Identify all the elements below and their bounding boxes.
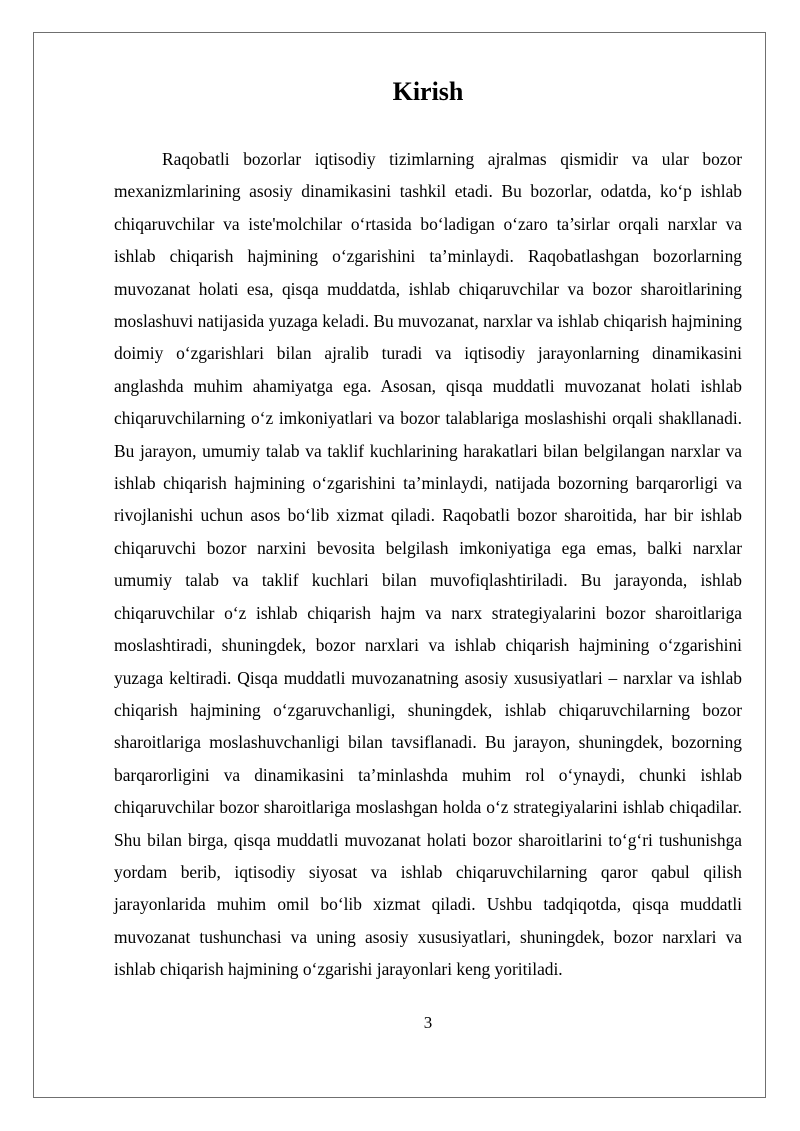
body-paragraph: Raqobatli bozorlar iqtisodiy tizimlarning ajralmas qismidir va ular bozor mexanizmlarining asosiy dinamikasini tashkil etadi. Bu bozorlar, odatda, ko‘p ishlab chiqaruvchilar va iste'molchilar o‘rtasida bo‘ladigan o‘zaro ta’sirlar orqali narxlar va ishlab chiqarish hajmining o‘zgarishini ta’minlaydi. Raqobatlashgan bozorlarning muvozanat holati esa, qisqa muddatda, ishlab chiqaruvchilar va bozor sharoitlarining moslashuvi natijasida yuzaga keladi. Bu muvozanat, narxlar va ishlab chiqarish hajmining doimiy o‘zgarishlari bilan ajralib turadi va iqtisodiy jarayonlarning dinamikasini anglashda muhim ahamiyatga ega. Asosan, qisqa muddatli muvozanat holati ishlab chiqaruvchilarning o‘z imkoniyatlari va bozor talablariga moslashishi orqali shakllanadi. Bu jarayon, umumiy talab va taklif kuchlarining harakatlari bilan belgilangan narxlar va ishlab chiqarish hajmining o‘zgarishini ta’minlaydi, natijada bozorning barqarorligi va rivojlanishi uchun asos bo‘lib xizmat qiladi. Raqobatli bozor sharoitida, har bir ishlab chiqaruvchi bozor narxini bevosita belgilash imkoniyatiga ega emas, balki narxlar umumiy talab va taklif kuchlari bilan muvofiqlashtiriladi. Bu jarayonda, ishlab chiqaruvchilar o‘z ishlab chiqarish hajm va narx strategiyalarini bozor sharoitlariga moslashtiradi, shuningdek, bozor narxlari va ishlab chiqarish hajmining o‘zgarishini yuzaga keltiradi. Qisqa muddatli muvozanatning asosiy xususiyatlari – narxlar va ishlab chiqarish hajmining o‘zgaruvchanligi, shuningdek, ishlab chiqaruvchilarning bozor sharoitlariga moslashuvchanligi bilan tavsiflanadi. Bu jarayon, shuningdek, bozorning barqarorligini va dinamikasini ta’minlashda muhim rol o‘ynaydi, chunki ishlab chiqaruvchilar bozor sharoitlariga moslashgan holda o‘z strategiyalarini ishlab chiqadilar. Shu bilan birga, qisqa muddatli muvozanat holati bozor sharoitlarini to‘g‘ri tushunishga yordam berib, iqtisodiy siyosat va ishlab chiqaruvchilarning qaror qabul qilish jarayonlarida muhim omil bo‘lib xizmat qiladi. Ushbu tadqiqotda, qisqa muddatli muvozanat tushunchasi va uning asosiy xususiyatlari, shuningdek, bozor narxlari va ishlab chiqarish hajmining o‘zgarishi jarayonlari keng yoritiladi. (114, 149, 742, 980)
page-title: Kirish (392, 77, 464, 106)
page-number: 3 (423, 1013, 433, 1032)
